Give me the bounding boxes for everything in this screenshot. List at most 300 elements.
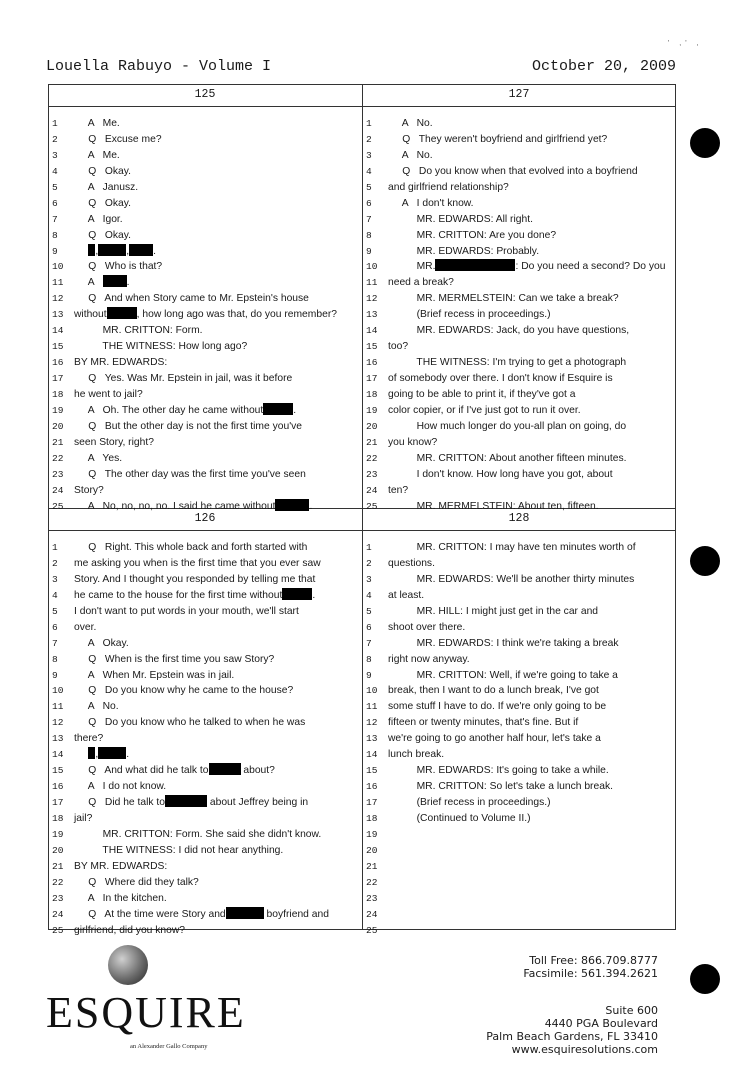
- line-text-main: me asking you when is the first time that you ever saw: [74, 557, 321, 569]
- line-text-after-redaction: ,: [126, 245, 130, 257]
- page-number: 128: [508, 512, 530, 525]
- transcript-line: [362, 387, 676, 403]
- transcript-line: [48, 323, 362, 339]
- line-text: [388, 339, 674, 355]
- line-text-main: [74, 246, 88, 257]
- line-text-main: shoot over there.: [388, 621, 466, 633]
- line-number: 7: [52, 213, 58, 225]
- line-text-main: MR. EDWARDS: Probably.: [388, 245, 540, 257]
- line-text: [388, 763, 674, 779]
- line-text-main: MR. EDWARDS: It's going to take a while.: [388, 765, 609, 777]
- transcript-line: [48, 779, 362, 795]
- line-text: [74, 588, 360, 604]
- line-text: [74, 604, 360, 620]
- line-text: [388, 435, 674, 451]
- transcript-line: [362, 747, 676, 763]
- page-126-panel: [48, 508, 362, 936]
- page-128-panel: [362, 508, 676, 936]
- line-text: [388, 636, 674, 652]
- line-text-main: I don't know. How long have you got, about: [388, 468, 613, 480]
- street: 4440 PGA Boulevard: [544, 1017, 658, 1030]
- line-text-main: A I do not know.: [74, 781, 167, 793]
- suite: Suite 600: [605, 1004, 658, 1017]
- line-text: [74, 572, 360, 588]
- transcript-line: [48, 435, 362, 451]
- line-text-main: too?: [388, 341, 409, 353]
- line-number: 7: [52, 637, 58, 649]
- line-text: [74, 747, 360, 763]
- line-number: 4: [52, 165, 58, 177]
- line-text: [388, 683, 674, 699]
- line-text-main: THE WITNESS: I'm trying to get a photograph: [388, 357, 627, 369]
- line-number: 22: [366, 876, 378, 888]
- line-text: [74, 683, 360, 699]
- line-number: 12: [366, 293, 378, 305]
- line-text: [74, 540, 360, 556]
- line-number: 18: [366, 388, 378, 400]
- transcript-line: [362, 339, 676, 355]
- line-text: [388, 467, 674, 483]
- line-number: 17: [366, 797, 378, 808]
- transcript-line: [48, 811, 362, 827]
- line-number: 21: [52, 860, 64, 872]
- line-text: [388, 747, 674, 763]
- line-text-main: jail?: [74, 812, 93, 824]
- line-text-main: A Me.: [74, 118, 120, 129]
- transcript-line: [48, 891, 362, 907]
- line-number: 1: [52, 542, 58, 553]
- transcript-line: [48, 636, 362, 652]
- line-text: [74, 875, 360, 891]
- line-text-main: Q When is the first time you saw Story?: [74, 653, 275, 665]
- transcript-line: [362, 540, 676, 556]
- line-number: 17: [52, 797, 64, 808]
- line-text-main: A I don't know.: [388, 197, 474, 209]
- line-text: [388, 275, 674, 291]
- line-number: 20: [52, 844, 64, 856]
- transcript-line: [362, 451, 676, 467]
- line-text: [388, 588, 674, 604]
- line-text-main: girlfriend, did you know?: [74, 924, 186, 936]
- line-text-main: A When Mr. Epstein was in jail.: [74, 669, 235, 681]
- transcript-line: [362, 620, 676, 636]
- line-text: [74, 355, 360, 371]
- line-text-main: Q At the time were Story and: [74, 908, 226, 920]
- line-number: 18: [52, 388, 64, 400]
- transcript-line: [362, 132, 676, 148]
- line-text-after-redaction: , how long ago was that, do you remember?: [136, 309, 337, 321]
- line-number: 7: [366, 213, 372, 225]
- line-text: [388, 371, 674, 387]
- transcript-line: [362, 668, 676, 684]
- transcript-line: [48, 483, 362, 499]
- transcript-line: [48, 339, 362, 355]
- line-text: [74, 811, 360, 827]
- line-text-main: Q Excuse me?: [74, 133, 162, 145]
- line-number: 4: [52, 589, 58, 601]
- line-text: [74, 435, 360, 451]
- line-text: [388, 132, 674, 148]
- line-number: 5: [366, 605, 372, 617]
- redaction-block: [165, 795, 207, 807]
- transcript-line: [362, 859, 676, 875]
- line-text-main: A: [74, 277, 103, 289]
- transcript-line: [362, 244, 676, 260]
- transcript-line: [48, 763, 362, 779]
- line-number: 23: [366, 468, 378, 480]
- logo-tagline: an Alexander Gallo Company: [130, 1043, 208, 1050]
- line-number: 3: [366, 149, 372, 161]
- transcript-line: [362, 795, 676, 811]
- transcript-line: [48, 923, 362, 939]
- line-text: [74, 259, 360, 275]
- transcript-line: [362, 715, 676, 731]
- transcript-line: [48, 467, 362, 483]
- line-text-main: A Igor.: [74, 213, 123, 225]
- transcript-line: [362, 259, 676, 275]
- transcript-line: [48, 275, 362, 291]
- transcript-header: [46, 58, 676, 80]
- line-number: 14: [366, 749, 378, 761]
- line-text-main: BY MR. EDWARDS:: [74, 357, 168, 369]
- transcript-line: [362, 827, 676, 843]
- line-text-main: Q Where did they talk?: [74, 876, 199, 888]
- line-number: 5: [52, 181, 58, 193]
- line-text: [74, 403, 360, 419]
- line-number: 19: [52, 404, 64, 416]
- line-text: [74, 652, 360, 668]
- globe-icon: [108, 945, 148, 985]
- line-text: [74, 212, 360, 228]
- line-number: 6: [52, 621, 58, 633]
- line-text-after-redaction: .: [293, 404, 297, 416]
- line-text: [74, 164, 360, 180]
- line-text-main: at least.: [388, 589, 425, 601]
- line-number: 20: [52, 420, 64, 432]
- transcript-lines: [362, 116, 676, 514]
- line-text-main: Q Okay.: [74, 197, 132, 209]
- line-text: [74, 467, 360, 483]
- transcript-line: [48, 572, 362, 588]
- line-text-main: over.: [74, 621, 97, 633]
- transcript-line: [362, 636, 676, 652]
- line-number: 23: [366, 892, 378, 904]
- transcript-line: [362, 875, 676, 891]
- line-text: [74, 483, 360, 499]
- line-text-main: Q Yes. Was Mr. Epstein in jail, was it before: [74, 373, 293, 384]
- line-text: [388, 259, 674, 275]
- line-text: [74, 387, 360, 403]
- line-text: [74, 339, 360, 355]
- line-text: [388, 403, 674, 419]
- line-text: [74, 859, 360, 875]
- line-text-main: Q But the other day is not the first time you've: [74, 420, 303, 432]
- line-text-main: some stuff I have to do. If we're only going to be: [388, 701, 607, 713]
- line-number: 6: [52, 197, 58, 209]
- line-number: 22: [52, 452, 64, 464]
- transcript-line: [362, 683, 676, 699]
- line-text: [388, 148, 674, 164]
- page-number: 127: [508, 88, 530, 101]
- line-text-main: Q They weren't boyfriend and girlfriend yet?: [388, 133, 608, 145]
- transcript-line: [48, 259, 362, 275]
- line-text-main: going to be able to print it, if they've got a: [388, 388, 576, 400]
- line-text: [74, 668, 360, 684]
- line-text-main: MR. CRITTON: So let's take a lunch break.: [388, 781, 613, 793]
- line-text: [388, 604, 674, 620]
- line-text-main: A Janusz.: [74, 181, 139, 193]
- redaction-block: [209, 763, 241, 775]
- line-number: 2: [52, 557, 58, 569]
- line-text: [74, 291, 360, 307]
- page-number-rule: [48, 106, 362, 107]
- page-127-panel: [362, 84, 676, 512]
- line-number: 14: [52, 325, 64, 337]
- line-text: [74, 779, 360, 795]
- line-number: 23: [52, 468, 64, 480]
- line-text-main: Q Do you know when that evolved into a boyfriend: [388, 165, 638, 177]
- line-text: [74, 323, 360, 339]
- contact-phones: [523, 954, 658, 980]
- line-number: 22: [366, 452, 378, 464]
- line-text: [74, 827, 360, 843]
- line-number: 8: [366, 653, 372, 665]
- line-text-main: without: [74, 309, 107, 321]
- transcript-line: [362, 556, 676, 572]
- line-text-after-redaction: about?: [240, 765, 275, 777]
- transcript-line: [48, 180, 362, 196]
- page-number-rule: [48, 530, 362, 531]
- redaction-block: [98, 747, 126, 759]
- facsimile: Facsimile: 561.394.2621: [523, 967, 658, 980]
- line-text-main: he went to jail?: [74, 388, 143, 400]
- line-number: 5: [366, 181, 372, 193]
- line-number: 21: [366, 436, 378, 448]
- line-text: [388, 779, 674, 795]
- line-text-main: lunch break.: [388, 749, 445, 761]
- line-text-main: How much longer do you-all plan on going, do: [388, 420, 627, 432]
- line-number: 24: [52, 908, 64, 920]
- line-text-main: A No.: [74, 701, 119, 713]
- line-text: [74, 132, 360, 148]
- transcript-line: [362, 164, 676, 180]
- line-text-main: (Brief recess in proceedings.): [388, 797, 551, 808]
- line-number: 15: [52, 341, 64, 353]
- line-text-after-redaction: .: [312, 589, 316, 601]
- line-number: 4: [366, 589, 372, 601]
- line-text: [74, 843, 360, 859]
- transcript-lines: [362, 540, 676, 938]
- line-text: [388, 212, 674, 228]
- line-number: 5: [52, 605, 58, 617]
- transcript-line: [362, 652, 676, 668]
- redaction-block: [103, 275, 127, 287]
- line-number: 24: [52, 484, 64, 496]
- line-text-main: we're going to go another half hour, let's take a: [388, 733, 601, 745]
- line-text-main: need a break?: [388, 277, 454, 289]
- line-number: 11: [52, 277, 64, 289]
- deposition-date: October 20, 2009: [531, 58, 676, 75]
- line-text: [388, 731, 674, 747]
- line-text: [74, 307, 360, 323]
- line-text-main: you know?: [388, 436, 438, 448]
- transcript-line: [362, 116, 676, 132]
- line-number: 18: [366, 812, 378, 824]
- line-text-main: MR. CRITTON: Form. She said she didn't know.: [74, 828, 322, 840]
- transcript-line: [48, 556, 362, 572]
- transcript-line: [48, 132, 362, 148]
- line-number: 8: [366, 229, 372, 241]
- line-number: 24: [366, 908, 378, 920]
- line-number: 24: [366, 484, 378, 496]
- line-text-main: A In the kitchen.: [74, 892, 167, 904]
- line-text: [388, 419, 674, 435]
- line-text-main: seen Story, right?: [74, 436, 154, 448]
- transcript-line: [362, 355, 676, 371]
- redaction-block: [263, 403, 293, 415]
- line-text: [388, 451, 674, 467]
- line-number: 18: [52, 812, 64, 824]
- line-text-main: MR. EDWARDS: Jack, do you have questions,: [388, 325, 630, 337]
- line-number: 10: [366, 261, 378, 273]
- line-number: 15: [52, 765, 64, 777]
- line-number: 25: [52, 924, 64, 936]
- line-number: 25: [366, 924, 378, 936]
- website-link[interactable]: www.esquiresolutions.com: [511, 1043, 658, 1056]
- line-text-main: BY MR. EDWARDS:: [74, 860, 168, 872]
- line-text-after-redaction: .: [126, 749, 130, 761]
- line-number: 21: [366, 860, 378, 872]
- line-number: 16: [366, 781, 378, 793]
- line-text-main: Q And what did he talk to: [74, 765, 209, 777]
- line-text-main: Story. And I thought you responded by telling me that: [74, 573, 316, 585]
- line-number: 21: [52, 436, 64, 448]
- line-text-main: questions.: [388, 557, 435, 569]
- transcript-line: [362, 371, 676, 387]
- line-number: 22: [52, 876, 64, 888]
- line-text-main: A Yes.: [74, 452, 123, 464]
- line-text-main: A Me.: [74, 149, 120, 161]
- line-text: [388, 291, 674, 307]
- line-text-main: THE WITNESS: How long ago?: [74, 341, 248, 353]
- line-text-main: A Oh. The other day he came without: [74, 404, 264, 416]
- line-text-main: Q Right. This whole back and forth started with: [74, 542, 308, 553]
- transcript-line: [48, 620, 362, 636]
- line-text: [74, 636, 360, 652]
- transcript-line: [362, 291, 676, 307]
- transcript-line: [48, 419, 362, 435]
- line-number: 1: [366, 542, 372, 553]
- line-number: 8: [52, 229, 58, 241]
- transcript-line: [48, 228, 362, 244]
- line-number: 10: [366, 685, 378, 697]
- transcript-line: [48, 827, 362, 843]
- line-number: 2: [366, 557, 372, 569]
- line-text: [74, 148, 360, 164]
- transcript-line: [362, 779, 676, 795]
- line-text: [388, 228, 674, 244]
- line-text: [74, 620, 360, 636]
- redaction-block: [107, 307, 137, 319]
- line-text-after-redaction: boyfriend and: [263, 908, 329, 920]
- line-text-after-redaction: ,: [95, 749, 99, 761]
- line-text: [74, 795, 360, 811]
- line-number: 20: [366, 844, 378, 856]
- line-text-main: MR. MERMELSTEIN: Can we take a break?: [388, 293, 619, 305]
- line-text: [74, 244, 360, 260]
- binder-hole-2: [690, 546, 720, 576]
- line-text-main: Q Do you know why he came to the house?: [74, 685, 294, 697]
- line-text-main: A No, no, no, no. I said he came without: [74, 500, 276, 512]
- transcript-line: [362, 907, 676, 923]
- redaction-block: [129, 244, 153, 256]
- transcript-line: [362, 588, 676, 604]
- transcript-line: [362, 307, 676, 323]
- line-text: [388, 196, 674, 212]
- line-number: 6: [366, 621, 372, 633]
- line-text-after-redaction: ,: [95, 245, 99, 257]
- transcript-line: [362, 212, 676, 228]
- line-number: 13: [366, 733, 378, 745]
- line-number: 16: [366, 357, 378, 369]
- transcript-line: [48, 843, 362, 859]
- line-text-main: right now anyway.: [388, 653, 470, 665]
- line-number: 13: [52, 309, 64, 321]
- line-text: [388, 355, 674, 371]
- line-number: 4: [366, 165, 372, 177]
- line-number: 11: [52, 701, 64, 713]
- transcript-line: [362, 196, 676, 212]
- line-number: 20: [366, 420, 378, 432]
- transcript-line: [48, 307, 362, 323]
- line-text: [388, 180, 674, 196]
- transcript-line: [48, 699, 362, 715]
- redaction-block: [226, 907, 264, 919]
- line-text-main: (Brief recess in proceedings.): [388, 309, 551, 321]
- line-text-after-redaction: about Jeffrey being in: [207, 797, 309, 808]
- transcript-line: [362, 891, 676, 907]
- transcript-line: [48, 164, 362, 180]
- line-text-main: and girlfriend relationship?: [388, 181, 509, 193]
- transcript-line: [362, 148, 676, 164]
- line-text-main: MR. CRITTON: I may have ten minutes worth of: [388, 542, 636, 553]
- line-text: [388, 811, 674, 827]
- line-text: [74, 228, 360, 244]
- line-text: [74, 907, 360, 923]
- transcript-line: [362, 180, 676, 196]
- transcript-line: [48, 747, 362, 763]
- page-number-rule: [362, 530, 676, 531]
- page-125-panel: [48, 84, 362, 512]
- transcript-line: [362, 467, 676, 483]
- line-number: 1: [366, 118, 372, 129]
- line-number: 25: [52, 500, 64, 512]
- transcript-line: [48, 907, 362, 923]
- transcript-line: [48, 668, 362, 684]
- transcript-line: [48, 795, 362, 811]
- binder-hole-3: [690, 964, 720, 994]
- contact-address: [486, 1004, 658, 1056]
- line-text-main: Story?: [74, 484, 104, 496]
- line-number: 3: [52, 149, 58, 161]
- line-text-main: [74, 749, 88, 760]
- line-text: [388, 387, 674, 403]
- line-text: [74, 891, 360, 907]
- transcript-line: [48, 387, 362, 403]
- line-number: 13: [366, 309, 378, 321]
- transcript-line: [48, 604, 362, 620]
- line-text-after-redaction: .: [309, 500, 313, 512]
